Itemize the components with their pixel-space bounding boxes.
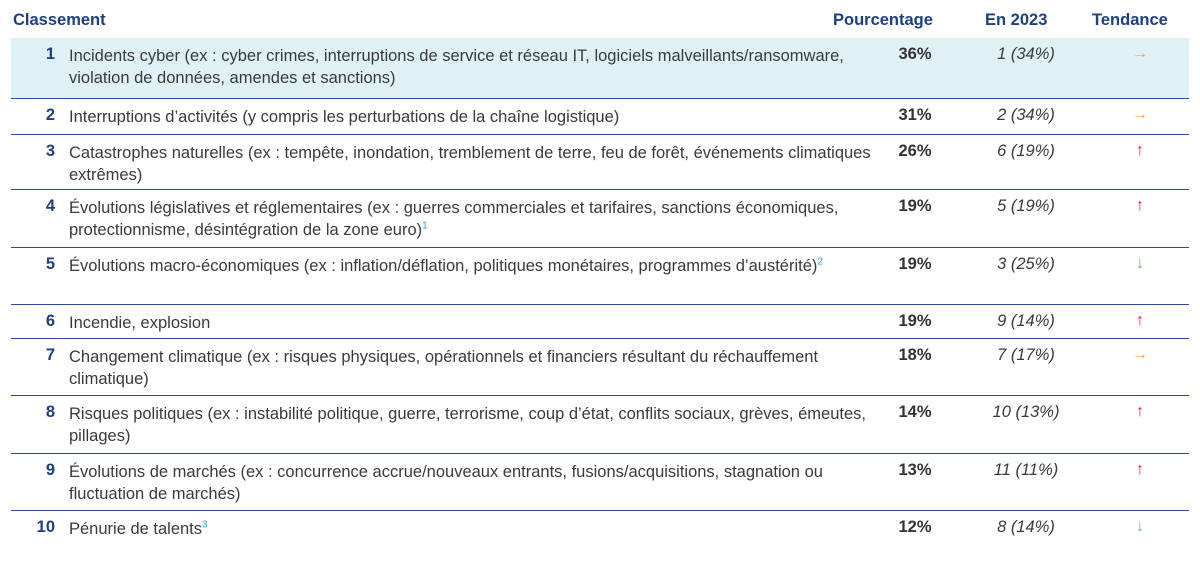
- arrow-down-icon: ↓: [1136, 255, 1144, 272]
- rank-number: 2: [45, 106, 55, 124]
- risk-label-text: Évolutions législatives et réglementaires (ex : guerres commerciales et tarifaires, sanctions économiques, protectionnisme, désintégration de la zone euro): [69, 199, 839, 239]
- rank-number: 4: [45, 197, 55, 215]
- risk-label-text: Interruptions d’activités (y compris les perturbations de la chaîne logistique): [69, 108, 620, 126]
- header-percentage: Pourcentage: [833, 11, 933, 29]
- table-row: [11, 135, 1189, 190]
- arrow-up-icon: ↑: [1136, 461, 1144, 478]
- rank-number: 3: [45, 142, 55, 160]
- risk-label: [69, 403, 899, 447]
- risk-percentage: 31%: [898, 106, 932, 124]
- table-row: [11, 99, 1189, 135]
- risk-percentage: 26%: [898, 142, 932, 160]
- risk-percentage: 14%: [898, 403, 932, 421]
- risk-label-text: Évolutions de marchés (ex : concurrence accrue/nouveaux entrants, fusions/acquisitions, stagnation ou fluctuation de marchés): [69, 463, 823, 503]
- risk-label-text: Incidents cyber (ex : cyber crimes, interruptions de service et réseau IT, logiciels malveillants/ransomware, violation de données, amendes et sanctions): [69, 47, 844, 87]
- risk-label: [69, 518, 899, 540]
- table-row: [11, 454, 1189, 511]
- table-row: [11, 511, 1189, 547]
- arrow-up-icon: ↑: [1136, 197, 1144, 214]
- risk-percentage: 18%: [898, 346, 932, 364]
- footnote-marker: 1: [422, 220, 428, 232]
- risk-percentage: 13%: [898, 461, 932, 479]
- arrow-up-icon: ↑: [1136, 403, 1144, 420]
- table-row: [11, 339, 1189, 396]
- risk-label: [69, 312, 899, 334]
- previous-year-rank: 8 (14%): [997, 518, 1055, 536]
- previous-year-rank: 5 (19%): [997, 197, 1055, 215]
- table-header: [0, 0, 1200, 34]
- risk-label-text: Catastrophes naturelles (ex : tempête, inondation, tremblement de terre, feu de forêt, événements climatiques extrêmes): [69, 144, 871, 184]
- header-trend: Tendance: [1092, 11, 1168, 29]
- risk-label: [69, 106, 899, 128]
- arrow-right-icon: →: [1132, 106, 1148, 123]
- risk-percentage: 19%: [898, 255, 932, 273]
- risk-label: [69, 346, 899, 390]
- footnote-marker: 2: [817, 256, 823, 268]
- risk-label: [69, 197, 899, 241]
- rank-number: 7: [45, 346, 55, 364]
- rank-number: 9: [45, 461, 55, 479]
- rank-number: 6: [45, 312, 55, 330]
- footnote-marker: 3: [202, 519, 208, 531]
- table-row: [11, 305, 1189, 339]
- table-row: [11, 248, 1189, 305]
- risk-percentage: 19%: [898, 312, 932, 330]
- risk-label: [69, 142, 899, 186]
- previous-year-rank: 7 (17%): [997, 346, 1055, 364]
- table-body: [11, 38, 1189, 547]
- rank-number: 5: [45, 255, 55, 273]
- previous-year-rank: 2 (34%): [997, 106, 1055, 124]
- arrow-up-icon: ↑: [1136, 142, 1144, 159]
- header-rank: Classement: [13, 11, 106, 29]
- risk-label-text: Changement climatique (ex : risques physiques, opérationnels et financiers résultant du réchauffement climatique): [69, 348, 819, 388]
- rank-number: 8: [45, 403, 55, 421]
- risk-label: [69, 255, 899, 277]
- table-row: [11, 38, 1189, 99]
- arrow-up-icon: ↑: [1136, 312, 1144, 329]
- arrow-right-icon: →: [1132, 45, 1148, 62]
- risk-percentage: 12%: [898, 518, 932, 536]
- risk-label-text: Risques politiques (ex : instabilité politique, guerre, terrorisme, coup d’état, conflits sociaux, grèves, émeutes, pillages): [69, 405, 866, 445]
- risk-percentage: 36%: [898, 45, 932, 63]
- table-row: [11, 190, 1189, 248]
- rank-number: 10: [36, 518, 55, 536]
- risk-label-text: Évolutions macro-économiques (ex : inflation/déflation, politiques monétaires, programmes d’austérité): [69, 257, 818, 275]
- arrow-right-icon: →: [1132, 346, 1148, 363]
- previous-year-rank: 1 (34%): [997, 45, 1055, 63]
- table-row: [11, 396, 1189, 454]
- previous-year-rank: 3 (25%): [997, 255, 1055, 273]
- risk-label: [69, 461, 899, 505]
- risk-label-text: Pénurie de talents: [69, 520, 203, 538]
- risk-label-text: Incendie, explosion: [69, 314, 211, 332]
- previous-year-rank: 6 (19%): [997, 142, 1055, 160]
- arrow-down-icon: ↓: [1136, 518, 1144, 535]
- header-previous-year: En 2023: [985, 11, 1048, 29]
- previous-year-rank: 10 (13%): [992, 403, 1060, 421]
- risk-label: [69, 45, 899, 89]
- previous-year-rank: 11 (11%): [993, 461, 1059, 479]
- risk-percentage: 19%: [898, 197, 932, 215]
- rank-number: 1: [45, 45, 55, 63]
- previous-year-rank: 9 (14%): [997, 312, 1055, 330]
